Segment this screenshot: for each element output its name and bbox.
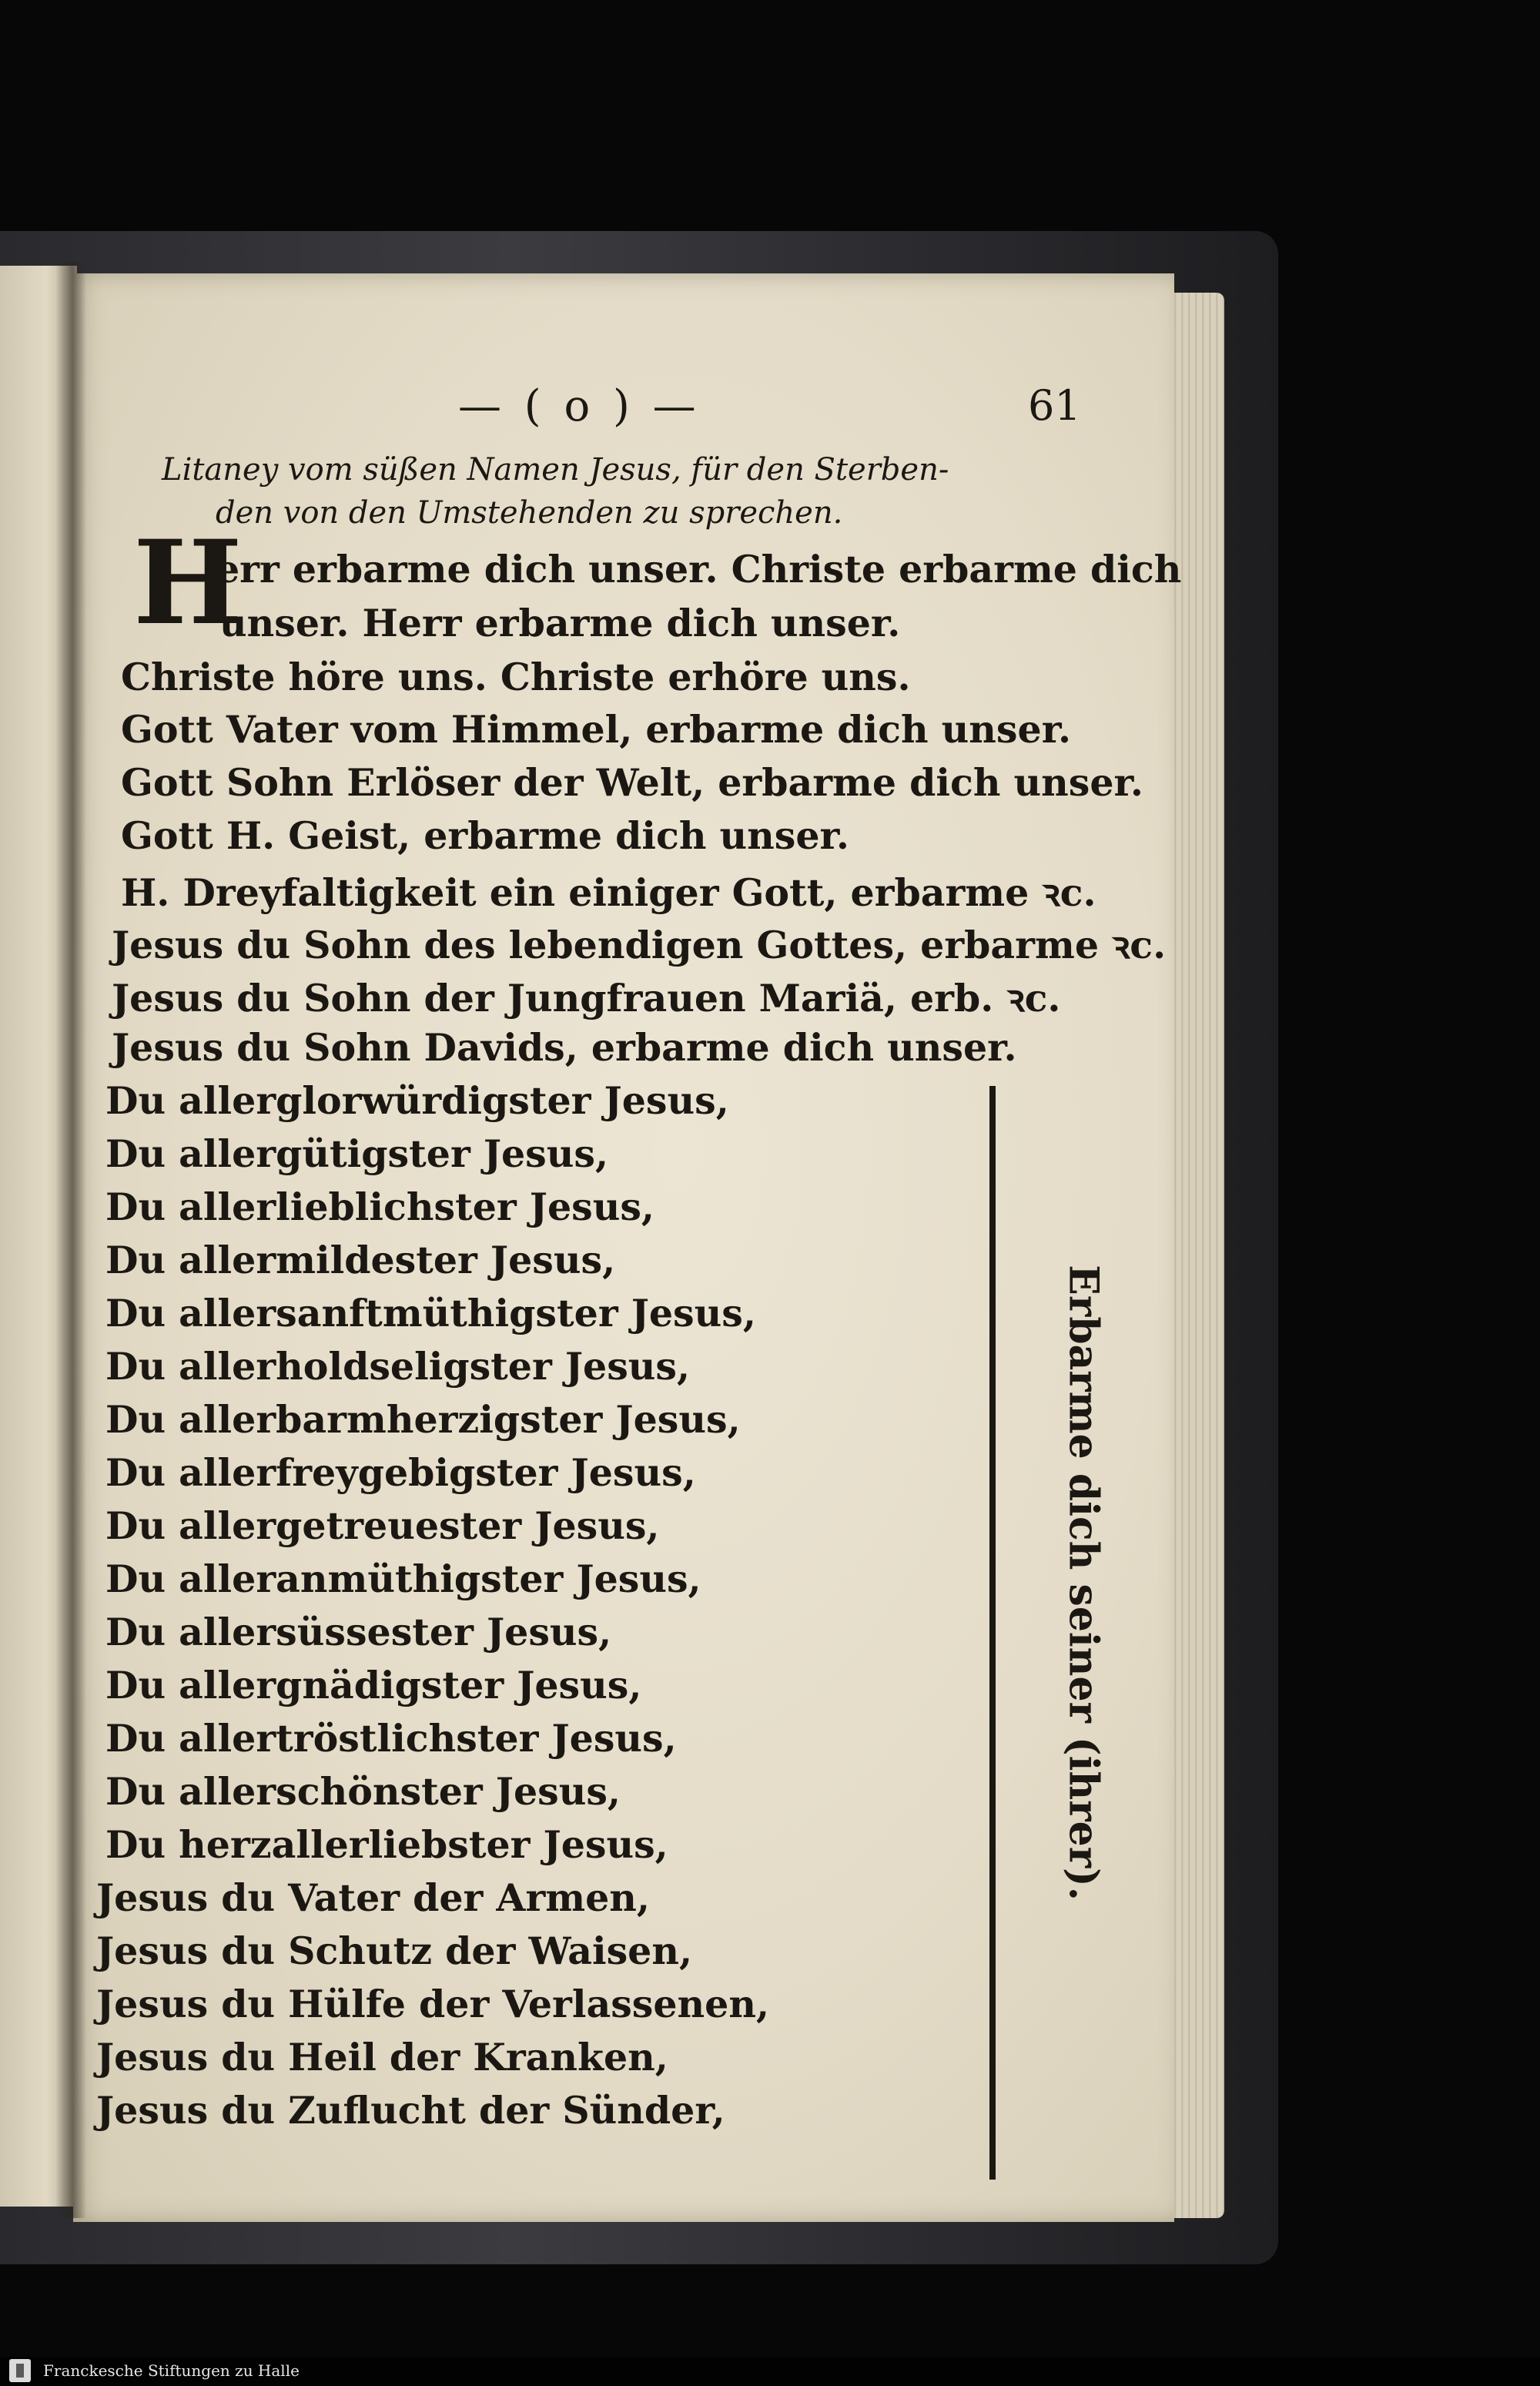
spine-shadow [55,262,86,2218]
invocation-item: Du allergütigster Jesus, [105,1131,609,1176]
invocation-item: Du allersüssester Jesus, [105,1610,612,1654]
litany-line: Jesus du Sohn des lebendigen Gottes, erbarme ꝛc. [112,923,1167,967]
invocation-item: Du allerbarmherzigster Jesus, [105,1397,741,1442]
litany-line: H. Dreyfaltigkeit ein einiger Gott, erbarme ꝛc. [121,870,1096,915]
litany-line: Gott Vater vom Himmel, erbarme dich unser. [121,707,1072,752]
page-number: 61 [1028,381,1081,430]
litany-title-line-2: den von den Umstehenden zu sprechen. [216,495,843,531]
litany-line: err erbarme dich unser. Christe erbarme dich [216,547,1182,591]
litany-line: Jesus du Sohn der Jungfrauen Mariä, erb. ꝛc. [112,976,1061,1020]
page-header [73,381,1174,435]
invocation-item: Jesus du Heil der Kranken, [96,2035,668,2079]
invocation-item: Jesus du Zuflucht der Sünder, [96,2088,725,2133]
invocation-item: Du allerfreygebigster Jesus, [105,1450,696,1495]
invocation-item: Du allerschönster Jesus, [105,1769,621,1814]
invocation-item: Du allergnädigster Jesus, [105,1663,642,1707]
header-ornament: — ( o ) — [458,381,701,431]
dropcap-letter: H [133,515,243,651]
invocation-item: Jesus du Vater der Armen, [96,1875,650,1920]
litany-title-line-1: Litaney vom süßen Namen Jesus, für den Sterben- [162,452,949,488]
litany-line: unser. Herr erbarme dich unser. [219,601,901,645]
invocation-item: Du allertröstlichster Jesus, [105,1716,677,1761]
invocation-item: Jesus du Schutz der Waisen, [96,1929,693,1973]
invocation-item: Du allermildester Jesus, [105,1238,616,1282]
litany-line: Gott H. Geist, erbarme dich unser. [121,813,849,858]
response-vertical-text: Erbarme dich seiner (ihrer). [1060,1265,1107,1901]
invocation-item: Du allerlieblichster Jesus, [105,1185,654,1229]
invocation-item: Du allerholdseligster Jesus, [105,1344,691,1389]
book-page [73,273,1182,2222]
invocation-item: Du allersanftmüthigster Jesus, [105,1291,756,1335]
invocation-item: Du alleranmüthigster Jesus, [105,1557,701,1601]
footer-label: Franckesche Stiftungen zu Halle [43,2361,300,2380]
invocation-item: Du herzallerliebster Jesus, [105,1822,668,1867]
invocation-item: Du allerglorwürdigster Jesus, [105,1078,729,1123]
response-bracket-rule [989,1086,996,2180]
invocation-item: Jesus du Hülfe der Verlassenen, [96,1982,770,2026]
litany-line: Gott Sohn Erlöser der Welt, erbarme dich unser. [121,760,1143,805]
invocation-item: Du allergetreuester Jesus, [105,1503,660,1548]
litany-line: Christe höre uns. Christe erhöre uns. [121,655,911,699]
institution-logo-icon [9,2359,31,2382]
litany-line: Jesus du Sohn Davids, erbarme dich unser. [112,1025,1017,1070]
